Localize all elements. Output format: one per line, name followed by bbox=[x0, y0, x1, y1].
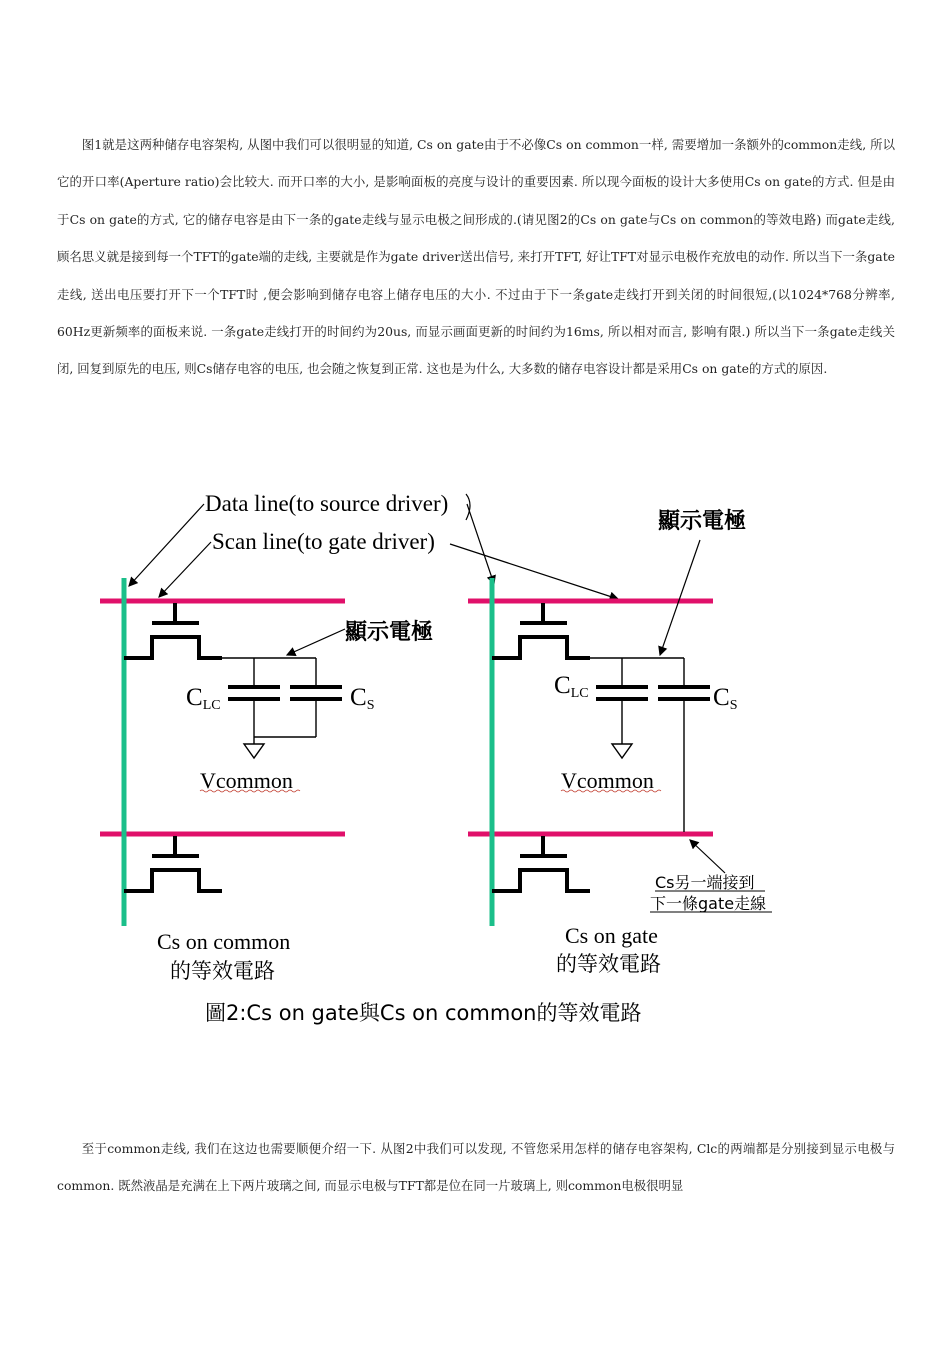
left-cs-capacitor bbox=[290, 687, 342, 699]
right-clc-label: CLC bbox=[554, 672, 589, 701]
left-electrode-arrow bbox=[287, 629, 345, 655]
cs-other-end-label-line1: Cs另一端接到 bbox=[655, 873, 755, 892]
paragraph-2: 至于common走线, 我们在这边也需要顺便介绍一下. 从图2中我们可以发现, 不管您采用怎样的储存电容架构, Clc的两端都是分别接到显示电极与common. 既然液晶是充满在上下两片玻璃之间, 而显示电极与TFT都是位在同一片玻璃上, 则common电极很明显 bbox=[57, 1141, 895, 1194]
right-electrode-label: 顯示電極 bbox=[658, 509, 747, 534]
right-tft-top bbox=[492, 603, 590, 658]
right-clc-capacitor bbox=[596, 687, 648, 699]
cs-other-end-arrow bbox=[690, 840, 725, 873]
scan-line-arrow-right bbox=[450, 544, 618, 599]
left-caption-line2: 的等效電路 bbox=[170, 959, 275, 983]
paragraph-1: 图1就是这两种储存电容架构, 从图中我们可以很明显的知道, Cs on gate由于不必像Cs on common一样, 需要增加一条额外的common走线, 所以它的开口率(Aperture ratio)会比较大. 而开口率的大小, 是影响面板的亮度与设计的重要因素. 所以现今面板的设计大多使用Cs on gate的方式. 但是由于Cs on gate的方式, 它的储存电容是由下一条的gate走线与显示电极之间形成的.(请见图2的Cs on gate与Cs on common的等效电路) 而gate走线, 顾名思义就是接到每一个TFT的gate端的走线, 主要就是作为gate driver送出信号, 来打开TFT, 好让TFT对显示电极作充放电的动作. 所以当下一条gate走线, 送出电压要打开下一个TFT时 ,便会影响到储存电容上储存电压的大小. 不过由于下一条gate走线打开到关闭的时间很短,(以1024*768分辨率, 60Hz更新频率的面板来说. 一条gate走线打开的时间约为20us, 而显示画面更新的时间约为16ms, 所以相对而言, 影响有限.) 所以当下一条gate走线关闭, 回复到原先的电压, 则Cs储存电容的电压, 也会随之恢复到正常. 这也是为什么, 大多数的储存电容设计都是采用Cs on gate的方式的原因. bbox=[57, 137, 895, 377]
right-cs-capacitor bbox=[658, 687, 710, 699]
left-tft-top bbox=[124, 603, 222, 658]
right-caption-line2: 的等效電路 bbox=[556, 952, 661, 976]
left-ground-icon bbox=[244, 744, 264, 758]
right-ground-icon bbox=[612, 744, 632, 758]
data-line-arrow-left bbox=[129, 504, 204, 586]
right-vcommon-label: Vcommon bbox=[561, 768, 654, 793]
cs-other-end-label-line2: 下一條gate走線 bbox=[650, 894, 767, 913]
data-line-arrow-right bbox=[467, 504, 494, 584]
left-tft-bottom bbox=[124, 836, 222, 891]
left-caption-line1: Cs on common bbox=[157, 929, 291, 954]
left-cs-label: CS bbox=[350, 684, 375, 713]
right-tft-bottom bbox=[492, 836, 590, 891]
right-caption-line1: Cs on gate bbox=[565, 923, 658, 948]
left-electrode-label: 顯示電極 bbox=[345, 620, 434, 645]
scan-line-arrow-left bbox=[159, 542, 211, 597]
figure-2-equivalent-circuit bbox=[0, 480, 950, 1040]
figure-caption: 圖2:Cs on gate與Cs on common的等效電路 bbox=[205, 1001, 642, 1025]
left-vcommon-label: Vcommon bbox=[200, 768, 293, 793]
left-circuit bbox=[100, 578, 433, 983]
scan-line-label: Scan line(to gate driver) bbox=[212, 529, 435, 554]
left-clc-label: CLC bbox=[186, 684, 221, 713]
left-clc-capacitor bbox=[228, 687, 280, 699]
right-circuit bbox=[468, 508, 772, 976]
right-cs-label: CS bbox=[713, 684, 738, 713]
right-electrode-arrow bbox=[660, 540, 700, 655]
data-line-label: Data line(to source driver) bbox=[205, 491, 449, 516]
